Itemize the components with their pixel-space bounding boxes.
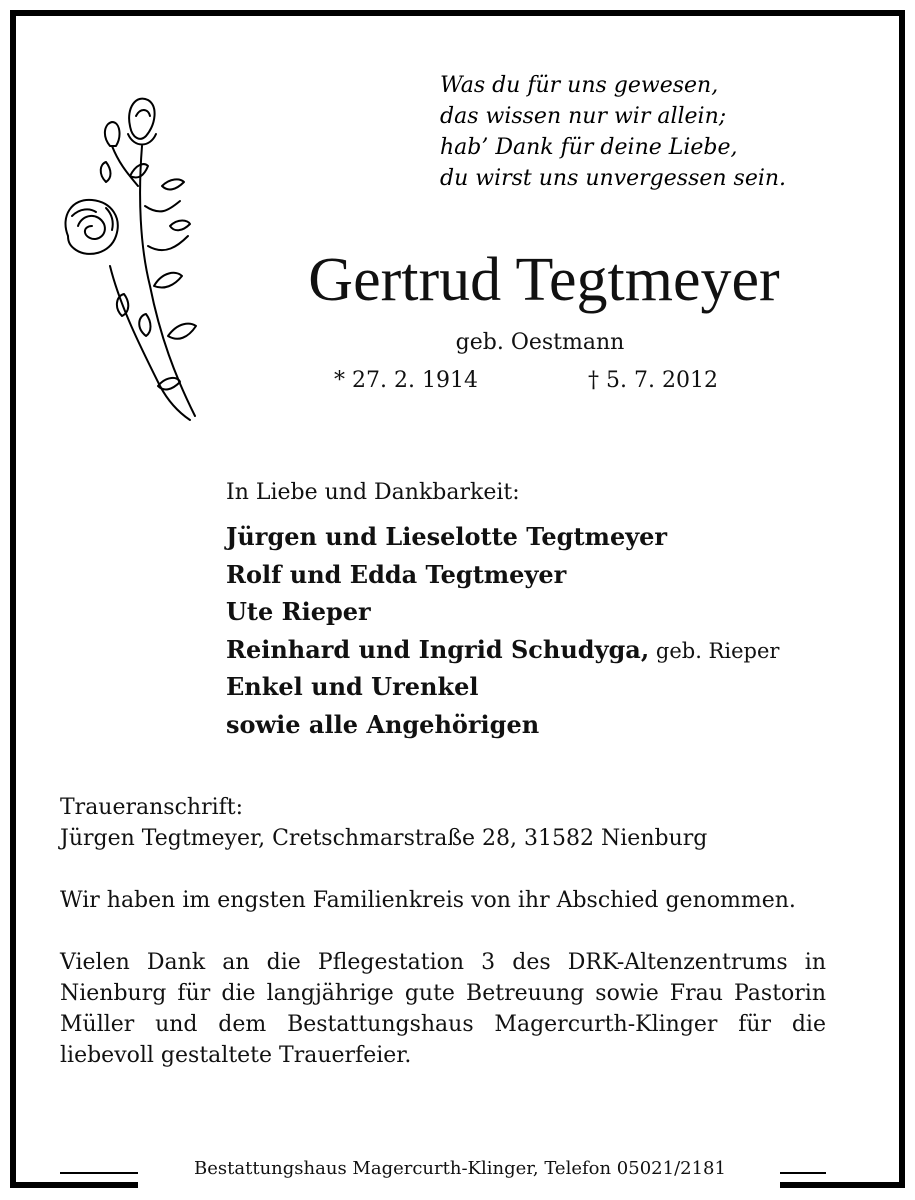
address-block bbox=[60, 792, 826, 854]
poem-line: hab’ Dank für deine Liebe, bbox=[440, 135, 738, 160]
mourner-line bbox=[226, 594, 876, 632]
death-date: † 5. 7. 2012 bbox=[588, 368, 718, 393]
maiden-name: geb. Oestmann bbox=[455, 330, 625, 355]
mourner-line bbox=[226, 707, 876, 745]
birth-date: * 27. 2. 1914 bbox=[334, 368, 478, 393]
mourner-line bbox=[226, 557, 876, 595]
address-value: Jürgen Tegtmeyer, Cretschmarstraße 28, 31582 Nienburg bbox=[60, 826, 708, 851]
mourner-name: Jürgen und Lieselotte Tegtmeyer bbox=[226, 522, 668, 551]
mourner-name: sowie alle Angehörigen bbox=[226, 709, 540, 739]
deceased-name: Gertrud Tegtmeyer bbox=[308, 246, 780, 314]
mourners-list bbox=[226, 478, 876, 744]
mourner-name: Ute Rieper bbox=[226, 597, 371, 626]
body-text bbox=[60, 792, 826, 1102]
poem-line: das wissen nur wir allein; bbox=[440, 104, 727, 129]
mourner-line bbox=[226, 519, 876, 557]
mourner-line bbox=[226, 632, 876, 670]
mourner-line bbox=[226, 669, 876, 707]
poem-line: Was du für uns gewesen, bbox=[440, 73, 719, 98]
poem bbox=[440, 70, 860, 194]
poem-line: du wirst uns unvergessen sein. bbox=[440, 166, 787, 191]
rose-icon bbox=[50, 86, 210, 426]
thanks-note: Vielen Dank an die Pflegestation 3 des DRK-Altenzentrums in Nienburg für die langjährige gute Betreuung sowie Frau Pastorin Müller und dem Bestattungshaus Magercurth-Klinger für die liebevoll gestaltete Trauerfeier. bbox=[60, 950, 826, 1068]
address-label: Traueranschrift: bbox=[60, 795, 244, 820]
mourner-name: Rolf und Edda Tegtmeyer bbox=[226, 559, 567, 589]
mourner-suffix: geb. Rieper bbox=[649, 638, 780, 663]
mourner-name: Reinhard und Ingrid Schudyga, bbox=[226, 634, 650, 664]
mourner-name: Enkel und Urenkel bbox=[226, 672, 479, 701]
mourners-intro: In Liebe und Dankbarkeit: bbox=[226, 480, 520, 505]
farewell-note: Wir haben im engsten Familienkreis von ihr Abschied genommen. bbox=[60, 888, 796, 913]
funeral-home-footer: Bestattungshaus Magercurth-Klinger, Telefon 05021/2181 bbox=[194, 1158, 726, 1179]
